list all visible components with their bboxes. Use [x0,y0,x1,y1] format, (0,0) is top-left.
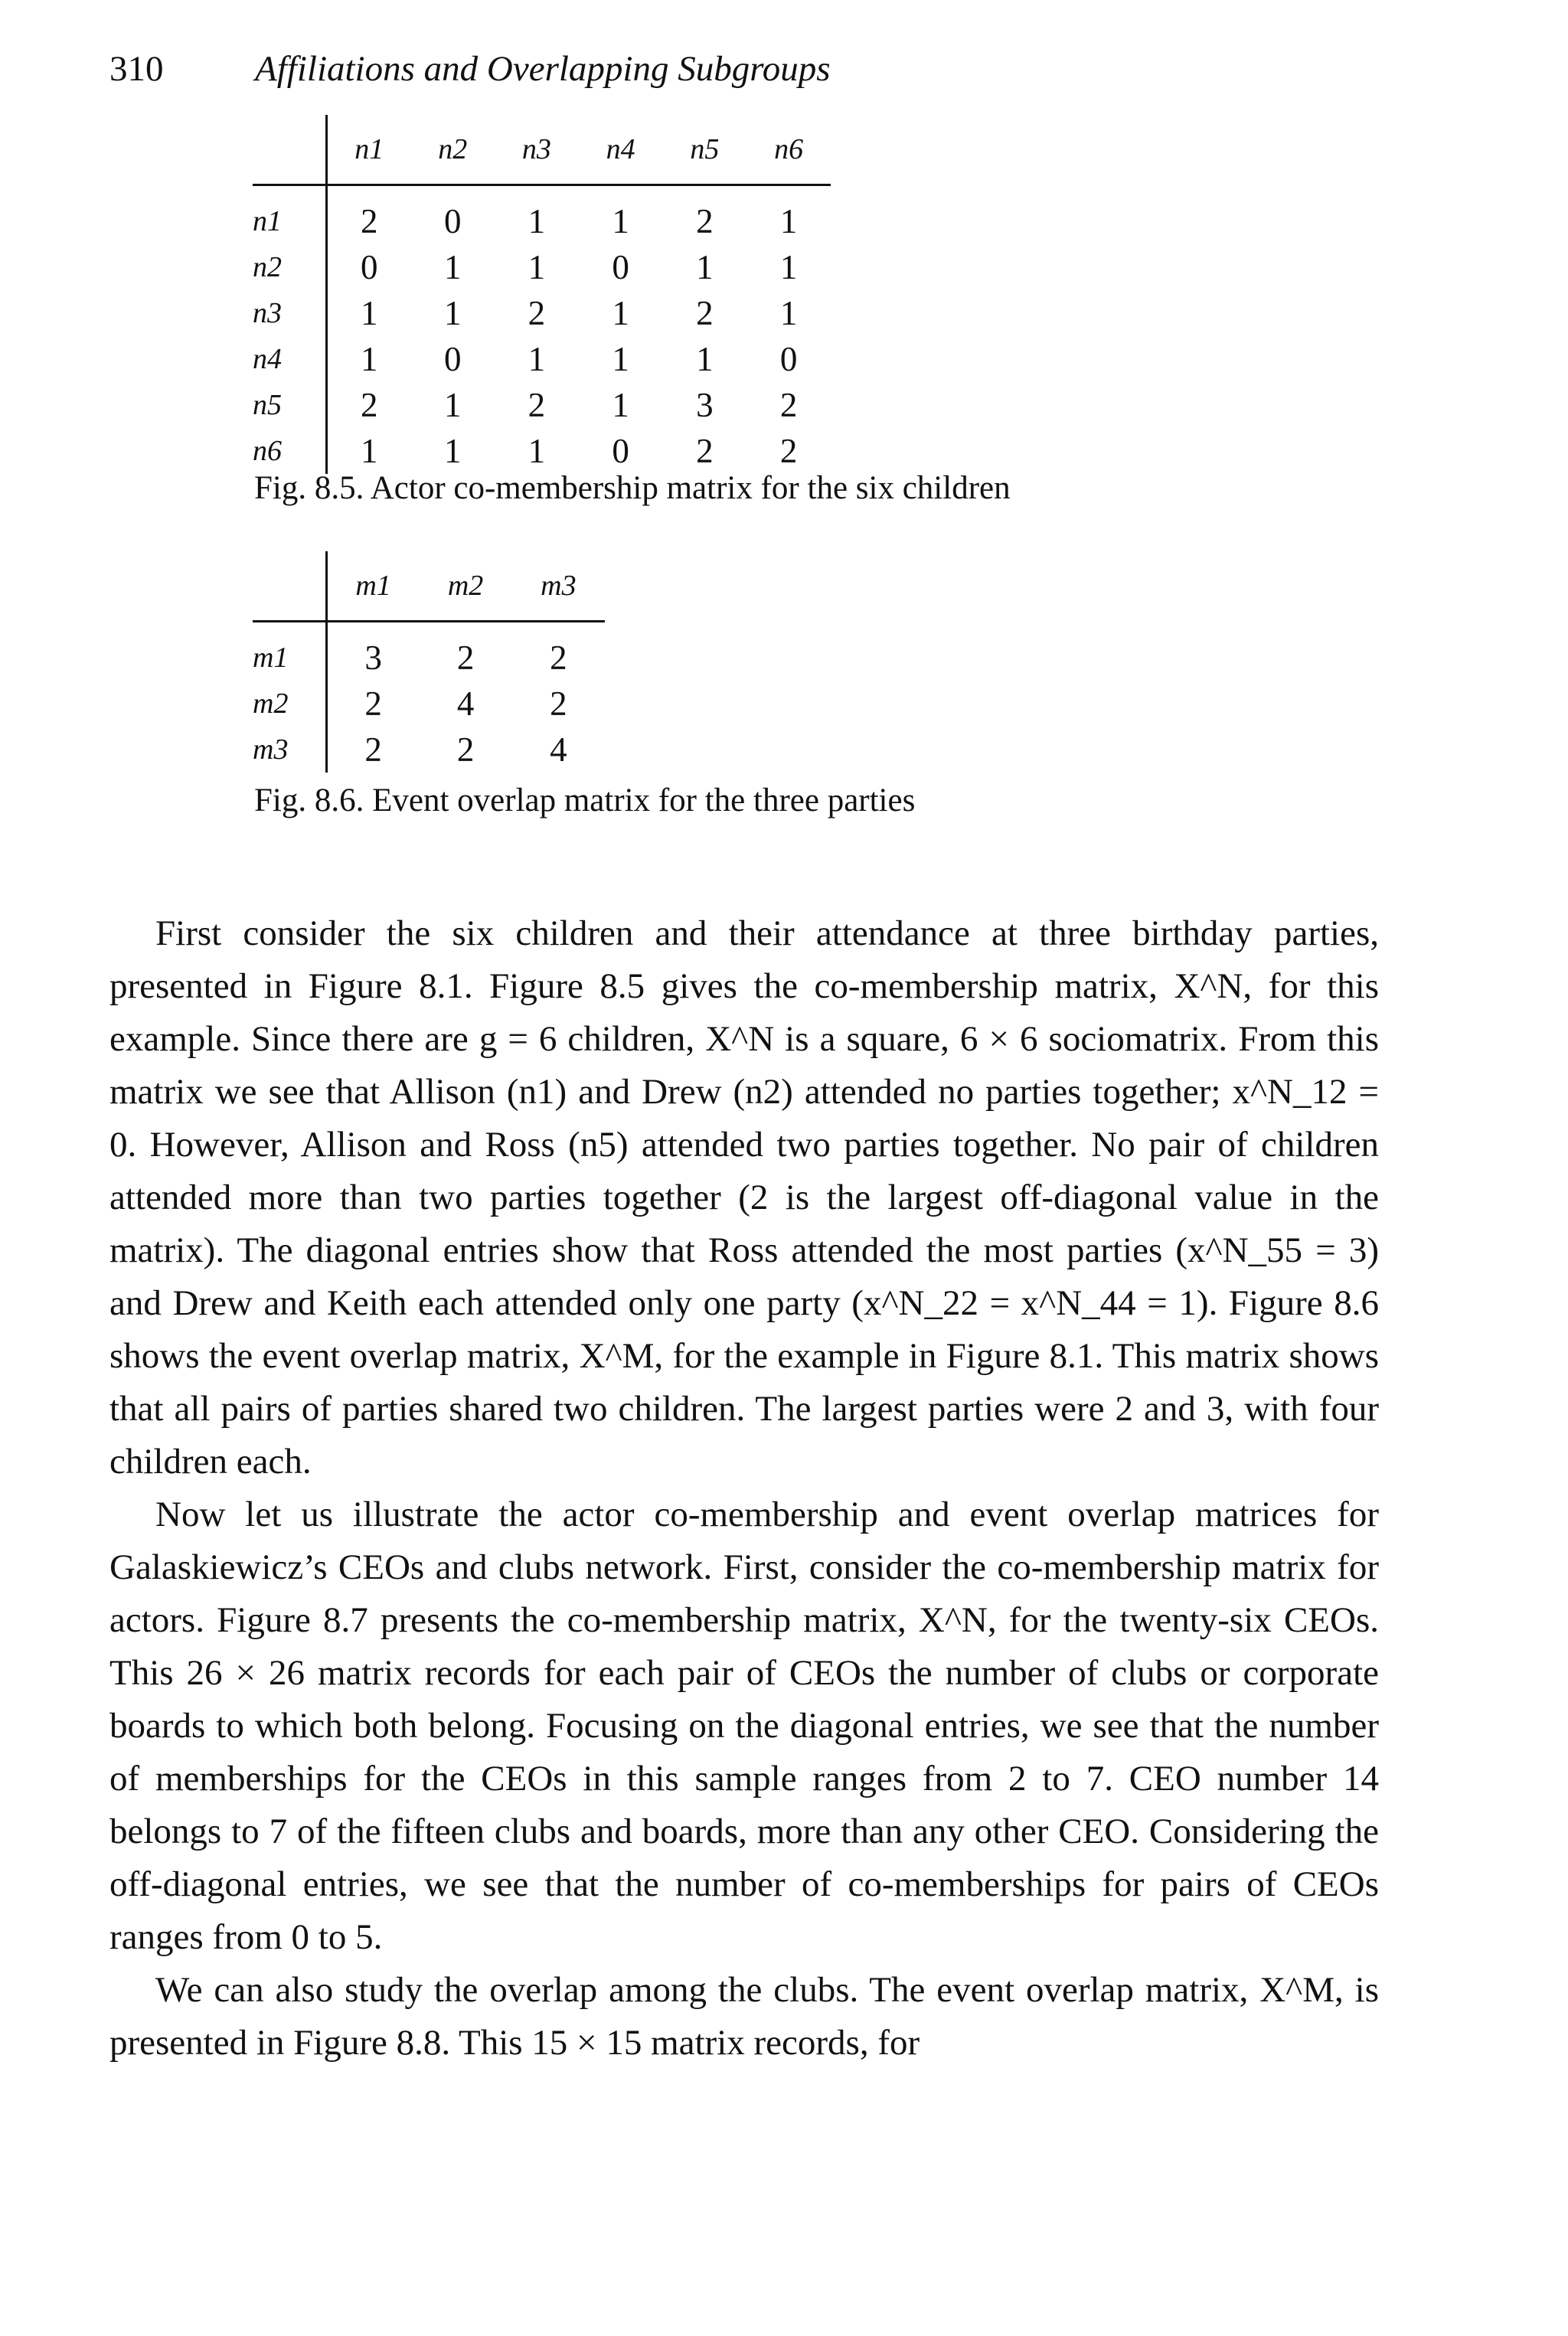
matrix-cell: 2 [456,730,475,769]
column-label: m1 [326,551,419,622]
figure-caption: Fig. 8.6. Event overlap matrix for the three parties [254,782,916,818]
matrix-cell: 1 [612,202,629,240]
figure-caption: Fig. 8.5. Actor co-membership matrix for the six children [254,470,1011,506]
column-label: n6 [746,115,831,185]
actor-comembership-matrix [253,115,831,474]
matrix-cell: 2 [360,386,378,424]
matrix-cell: 0 [443,340,462,378]
row-label: n1 [253,185,327,245]
column-label: n2 [410,115,495,185]
paragraph: First consider the six children and their attendance at three birthday parties, presented in Figure 8.1. Figure 8.5 gives the co-membership matrix, X^N, for this example. Since there are g = 6 children, X^N is a square, 6 × 6 sociomatrix. From this matrix we see that Allison (n1) and Drew (n2) attended no parties together; x^N_12 = 0. However, Allison and Ross (n5) attended two parties together. No pair of children attended more than two parties together (2 is the largest off-diagonal value in the matrix). The diagonal entries show that Ross attended the most parties (x^N_55 = 3) and Drew and Keith each attended only one party (x^N_22 = x^N_44 = 1). Figure 8.6 shows the event overlap matrix, X^M, for the example in Figure 8.1. This matrix shows that all pairs of parties shared two children. The largest parties were 2 and 3, with four children each. [109,913,1379,1482]
paragraph: We can also study the overlap among the clubs. The event overlap matrix, X^M, is presented in Figure 8.8. This 15 × 15 matrix records, for [109,1970,1379,2063]
matrix-cell: 1 [528,248,546,286]
matrix-cell: 0 [779,340,798,378]
row-label: m2 [253,681,326,727]
matrix-row [253,244,831,290]
column-label: m2 [419,551,511,622]
row-label: n5 [253,382,327,428]
matrix-cell: 3 [696,386,714,424]
matrix-cell: 0 [612,432,629,470]
matrix-cell: 1 [443,432,462,470]
matrix-cell: 2 [779,386,798,424]
matrix-cell: 1 [528,432,546,470]
matrix-cell: 1 [612,294,629,332]
matrix-row [253,290,831,336]
matrix-cell: 1 [696,340,714,378]
matrix-row [253,727,605,773]
matrix-cell: 1 [779,294,798,332]
matrix-cell: 1 [360,432,378,470]
row-label: n3 [253,290,327,336]
page-number: 310 [109,49,164,89]
matrix-cell: 1 [443,386,462,424]
matrix-cell: 2 [550,684,567,723]
running-title: Affiliations and Overlapping Subgroups [255,49,831,89]
matrix-cell: 1 [360,294,378,332]
matrix-cell: 2 [364,730,382,769]
event-overlap-matrix [253,551,605,773]
matrix-corner [253,115,327,185]
matrix-row [253,681,605,727]
matrix-corner [253,551,326,622]
matrix-cell: 1 [360,340,378,378]
matrix-cell: 2 [364,684,382,723]
matrix-row [253,382,831,428]
matrix-cell: 2 [550,639,567,677]
column-label: n5 [663,115,747,185]
running-header [109,46,831,92]
matrix-cell: 1 [779,248,798,286]
matrix-cell: 1 [696,248,714,286]
matrix-cell: 2 [456,639,475,677]
column-label: n3 [495,115,579,185]
matrix-cell: 1 [612,340,629,378]
matrix-cell: 0 [612,248,629,286]
matrix-cell: 1 [612,386,629,424]
column-label: n4 [579,115,663,185]
matrix-cell: 1 [443,294,462,332]
row-label: n2 [253,244,327,290]
matrix-cell: 2 [696,432,714,470]
matrix-cell: 2 [696,294,714,332]
matrix-row [253,185,831,245]
matrix-cell: 2 [779,432,798,470]
matrix-cell: 4 [456,684,475,723]
matrix-cell: 2 [528,294,546,332]
column-label: m3 [512,551,605,622]
matrix-cell: 0 [360,248,378,286]
row-label: n6 [253,428,327,474]
matrix-cell: 4 [550,730,567,769]
row-label: m1 [253,622,326,681]
row-label: m3 [253,727,326,773]
matrix-cell: 1 [443,248,462,286]
matrix-cell: 2 [696,202,714,240]
matrix-cell: 1 [779,202,798,240]
matrix-cell: 3 [364,639,382,677]
matrix-row [253,622,605,681]
matrix-cell: 0 [443,202,462,240]
column-label: n1 [327,115,411,185]
matrix-cell: 1 [528,202,546,240]
matrix-row [253,336,831,382]
row-label: n4 [253,336,327,382]
matrix-cell: 2 [528,386,546,424]
matrix-cell: 2 [360,202,378,240]
matrix-cell: 1 [528,340,546,378]
body-text [109,907,1379,2070]
paragraph: Now let us illustrate the actor co-membership and event overlap matrices for Galaskiewicz’s CEOs and clubs network. First, consider the co-membership matrix for actors. Figure 8.7 presents the co-membership matrix, X^N, for the twenty-six CEOs. This 26 × 26 matrix records for each pair of CEOs the number of clubs or corporate boards to which both belong. Focusing on the diagonal entries, we see that the number of memberships for the CEOs in this sample ranges from 2 to 7. CEO number 14 belongs to 7 of the fifteen clubs and boards, more than any other CEO. Considering the off-diagonal entries, we see that the number of co-memberships for pairs of CEOs ranges from 0 to 5. [109,1495,1379,1957]
